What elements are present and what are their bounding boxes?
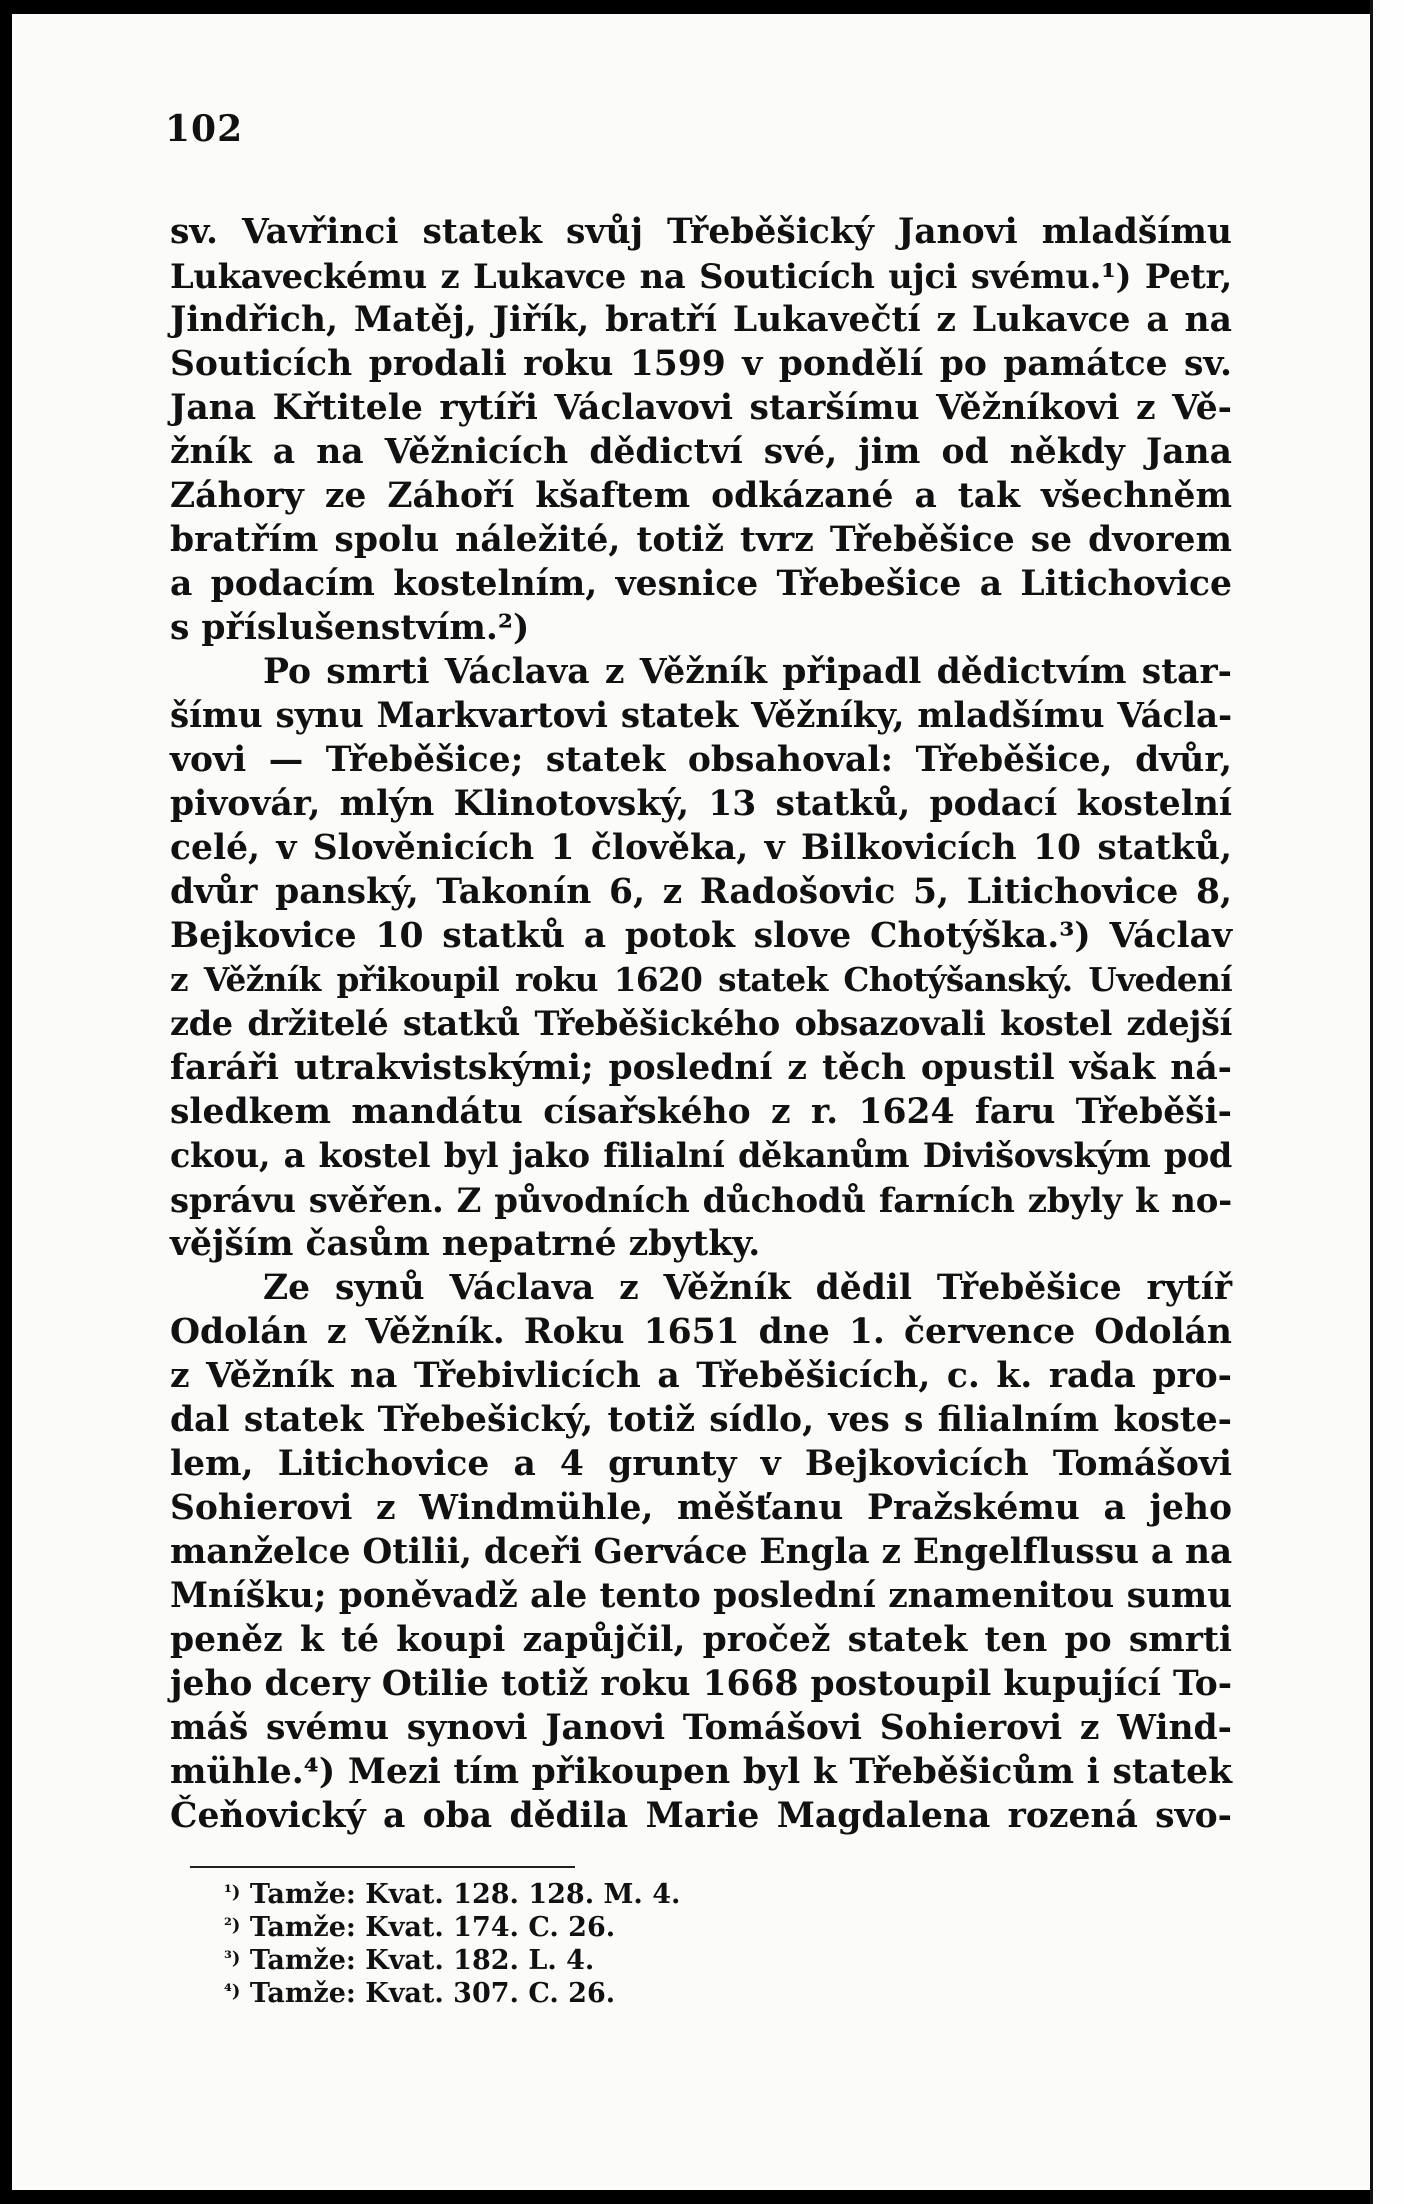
text-line: jeho dcery Otilie totiž roku 1668 postoupil kupující To-	[170, 1664, 1232, 1704]
text-line: zde držitelé statků Třeběšického obsazovali kostel zdejší	[170, 1004, 1232, 1043]
text-line: Záhory ze Záhoří kšaftem odkázané a tak všechněm	[170, 476, 1232, 516]
body-text	[170, 210, 1232, 1838]
text-line: Ze synů Václava z Věžník dědil Třeběšice rytíř	[263, 1268, 1232, 1308]
footnote-marker: ²)	[224, 1915, 241, 1936]
text-line: Čeňovický a oba dědila Marie Magdalena rozená svo-	[170, 1796, 1232, 1836]
footnote-marker: ³)	[224, 1948, 241, 1969]
text-line: sledkem mandátu císařského z r. 1624 faru Třeběši-	[170, 1092, 1232, 1132]
text-line: šímu synu Markvartovi statek Věžníky, mladšímu Václa-	[170, 696, 1232, 736]
text-line: mühle.⁴) Mezi tím přikoupen byl k Třeběšicům i statek	[170, 1752, 1232, 1792]
text-line: z Věžník přikoupil roku 1620 statek Chotýšanský. Uvedení	[170, 960, 1232, 999]
footnote-text: Tamže: Kvat. 174. C. 26.	[249, 1912, 616, 1943]
text-line: celé, v Slověnicích 1 člověka, v Bilkovicích 10 statků,	[170, 828, 1232, 868]
text-line: vovi — Třeběšice; statek obsahoval: Třeběšice, dvůr,	[170, 740, 1232, 780]
text-line: pivovár, mlýn Klinotovský, 13 statků, podací kostelní	[170, 784, 1232, 824]
text-line: dvůr panský, Takonín 6, z Radošovic 5, Litichovice 8,	[170, 872, 1232, 912]
footnote-marker: ⁴)	[224, 1981, 241, 2002]
text-line: z Věžník na Třebivlicích a Třeběšicích, c. k. rada pro-	[170, 1356, 1232, 1396]
text-line: Po smrti Václava z Věžník připadl dědictvím star-	[263, 652, 1232, 692]
text-line: žník a na Věžnicích dědictví své, jim od někdy Jana	[170, 432, 1232, 472]
text-line: Souticích prodali roku 1599 v pondělí po památce sv.	[170, 344, 1232, 384]
footnote-text: Tamže: Kvat. 307. C. 26.	[249, 1978, 616, 2009]
text-line: vějším časům nepatrné zbytky.	[170, 1224, 761, 1264]
footnotes	[224, 1878, 680, 2010]
footnote	[224, 1944, 680, 1977]
text-line: Jana Křtitele rytíři Václavovi staršímu Věžníkovi z Vě-	[170, 388, 1232, 428]
text-line: Bejkovice 10 statků a potok slove Chotýška.³) Václav	[170, 916, 1232, 956]
text-line: peněz k té koupi zapůjčil, pročež statek ten po smrti	[170, 1620, 1232, 1660]
text-line: bratřím spolu náležité, totiž tvrz Třeběšice se dvorem	[170, 520, 1232, 560]
footnote-separator	[190, 1866, 575, 1868]
text-line: lem, Litichovice a 4 grunty v Bejkovicích Tomášovi	[170, 1444, 1232, 1484]
next-page-edge	[1370, 0, 1404, 2204]
text-line: Odolán z Věžník. Roku 1651 dne 1. července Odolán	[170, 1312, 1232, 1352]
text-line: sv. Vavřinci statek svůj Třeběšický Janovi mladšímu	[170, 212, 1232, 252]
text-line: manželce Otilii, dceři Gerváce Engla z Engelflussu a na	[170, 1532, 1233, 1572]
footnote-marker: ¹)	[224, 1882, 241, 1903]
text-line: správu svěřen. Z původních důchodů farních zbyly k no-	[170, 1180, 1232, 1220]
text-line: a podacím kostelním, vesnice Třebešice a Litichovice	[170, 564, 1232, 604]
footnote	[224, 1911, 680, 1944]
text-line: máš svému synovi Janovi Tomášovi Sohierovi z Wind-	[170, 1708, 1232, 1748]
footnote-text: Tamže: Kvat. 128. 128. M. 4.	[249, 1879, 681, 1910]
page-number: 102	[165, 108, 244, 150]
text-line: Jindřich, Matěj, Jiřík, bratří Lukavečtí z Lukavce a na	[170, 300, 1232, 340]
footnote-text: Tamže: Kvat. 182. L. 4.	[249, 1945, 595, 1976]
text-line: Mníšku; poněvadž ale tento poslední znamenitou sumu	[170, 1576, 1232, 1616]
text-line: faráři utrakvistskými; poslední z těch opustil však ná-	[170, 1048, 1232, 1088]
text-line: Lukaveckému z Lukavce na Souticích ujci svému.¹) Petr,	[170, 256, 1232, 296]
text-line: Sohierovi z Windmühle, měšťanu Pražskému a jeho	[170, 1488, 1232, 1528]
text-line: dal statek Třebešický, totiž sídlo, ves s filialním koste-	[170, 1400, 1232, 1440]
text-line: s příslušenstvím.²)	[170, 608, 530, 648]
footnote	[224, 1878, 680, 1911]
footnote	[224, 1977, 680, 2010]
text-line: ckou, a kostel byl jako filialní děkanům Divišovským pod	[170, 1136, 1232, 1175]
